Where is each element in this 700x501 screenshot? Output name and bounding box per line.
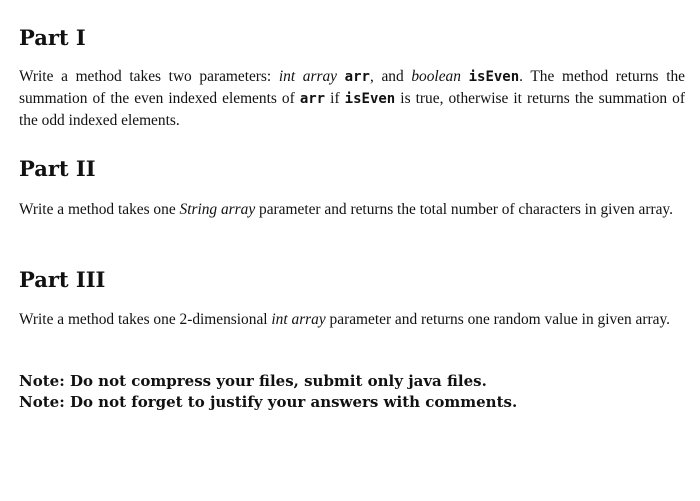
- part-1-text-segment: , and: [369, 68, 412, 85]
- part-2-text-segment: parameter and returns the total number of characters in given array.: [255, 201, 673, 218]
- part-1-type-boolean: boolean: [411, 68, 461, 85]
- part-3-type-int-array: int array: [271, 311, 326, 328]
- part-2-text-segment: Write a method takes one: [19, 201, 180, 218]
- part-1-heading: Part I: [19, 25, 86, 50]
- part-1-text-segment: Write a method takes two parameters:: [19, 68, 279, 85]
- part-3-text: [19, 309, 685, 330]
- part-1-code-iseven: isEven: [344, 91, 396, 107]
- part-1-text-segment: . The method returns the summation of the even indexed elements of: [19, 68, 686, 107]
- part-1-code-arr: arr: [344, 69, 370, 85]
- part-1-space: [461, 68, 469, 85]
- part-1-code-iseven: isEven: [468, 69, 520, 85]
- part-1-text: [19, 66, 685, 131]
- part-3-text-segment: Write a method takes one 2-dimensional: [19, 311, 272, 328]
- note-compress: Note: Do not compress your files, submit only java files.: [19, 372, 487, 390]
- part-2-text: [19, 199, 685, 220]
- part-1-space: [337, 68, 345, 85]
- part-2-heading: Part II: [19, 156, 96, 181]
- part-1-text-segment: is true, otherwise it returns the summation of the odd indexed elements.: [19, 90, 685, 129]
- part-3-text-segment: parameter and returns one random value in given array.: [325, 311, 670, 328]
- part-3-heading: Part III: [19, 267, 106, 292]
- part-1-type-int-array: int array: [278, 68, 337, 85]
- note-comments: Note: Do not forget to justify your answers with comments.: [19, 393, 518, 411]
- part-2-type-string-array: String array: [179, 201, 256, 218]
- part-1-code-arr: arr: [299, 91, 326, 107]
- part-1-text-segment: if: [325, 90, 345, 107]
